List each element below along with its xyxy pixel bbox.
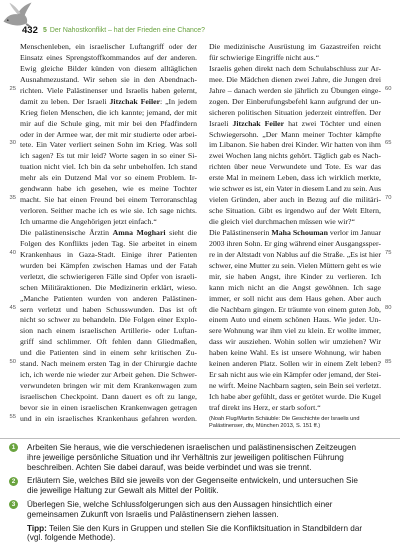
line-text: einem Auto und einem schönen Haus. Wie jeder. Un- (209, 315, 381, 325)
line-text: sche Situation. Gibt es irgendwo auf der Welt Eltern, (209, 206, 381, 216)
line-text: ne wirft. Meine Nachbarn sagten, sein Bein sei verletzt. (209, 381, 381, 391)
text-line (209, 304, 392, 316)
text-line (209, 403, 381, 414)
line-text: immer, er soll nicht aus dem Haus gehen. Aber auch (209, 293, 381, 303)
text-line (209, 85, 392, 97)
text-segment: verlor im Januar (327, 227, 381, 237)
line-number: 45 (9, 304, 16, 311)
line-text: zwei Wochen lang nichts gehört. Täglich gab es Nach- (209, 151, 381, 161)
line-text: schen Militäraktionen. Die Medizinerin erklärt, wieso. (20, 282, 197, 292)
line-text: Krankenhaus in Gaza-Stadt. Einige ihrer Patienten (20, 249, 197, 259)
line-number: 40 (9, 249, 16, 256)
text-line (209, 272, 381, 283)
line-text: verletzt, die schwierigeren Fälle sind Opfer von israeli- (20, 271, 197, 281)
tip (0, 524, 400, 544)
task-list (0, 438, 400, 547)
line-text: 2003 ihren Sohn. Er ging während einer Ausgangssper- (209, 238, 381, 248)
line-text: erste Mal in meinem Leben, dass ich wirklich merkte, (209, 173, 381, 183)
line-text: schwer, eine Mutter zu sein. Vielen Müttern geht es wie (209, 260, 381, 270)
line-text: im Libanon. Sie haben drei Kinder. Wir hatten von ihm (209, 140, 381, 150)
line-text: Ausnahmezustand. Wir sehen sie in den Abendnach- (20, 74, 197, 84)
text-line (20, 130, 197, 141)
source-text: (Noah Flug/Martin Schäuble: Die Geschichte der Israelis und (209, 415, 360, 422)
source-line (209, 423, 381, 430)
text-line (20, 283, 197, 294)
text-line (20, 315, 197, 326)
text-line (209, 370, 381, 381)
text-line (27, 463, 387, 473)
text-segment: : „In jedem (160, 96, 197, 106)
source-citation (209, 416, 381, 431)
text-line (209, 294, 381, 305)
text-segment: Teilen Sie den Kurs in Gruppen und stellen Sie die Konfliktsituation in Standbildern dar (46, 523, 363, 533)
line-text: keinen anderen Platz. Sollen wir in einem Zelt leben? (209, 359, 381, 369)
line-number: 70 (385, 195, 392, 202)
line-number: 85 (385, 359, 392, 366)
text-line (9, 413, 197, 425)
page-number: 432 (22, 25, 38, 36)
line-text: sere Wohnung war ihm viel zu klein. Er wollte immer, (209, 326, 381, 336)
text-line (9, 249, 197, 261)
line-text: „Manche Patienten wurden von anderen Palästinen- (20, 293, 197, 303)
text-line (20, 261, 197, 272)
text-line (209, 75, 381, 86)
text-line (20, 53, 197, 64)
line-text: macht. Sie hat einen Freund bei einem Terroranschlag (20, 195, 197, 205)
line-text: oder in der Armee war, der mit mir studierte oder arbei- (20, 129, 197, 139)
text-segment: sieht die (165, 227, 197, 237)
chapter-title-text: Der Nahostkonflikt – hat der Frieden eine Chance? (49, 27, 205, 34)
text-line (209, 228, 381, 239)
text-line (209, 173, 381, 184)
task-number-badge: 1 (9, 443, 18, 452)
text-line (20, 370, 197, 381)
line-text: für schwierige Eingriffe nicht aus.“ (209, 52, 320, 62)
text-line (20, 108, 197, 119)
text-line (209, 195, 392, 206)
line-text: ich sagen? Es tut mir leid? Worte sagen in so einer Si- (20, 151, 197, 161)
line-text: richten über neue Verwundete und Tote. Es war das (209, 162, 381, 172)
text-line (209, 162, 381, 173)
line-text: und die Patienten sind in einem sehr kritischen Zu- (20, 348, 197, 358)
bold-text: Jitzchak Feiler (109, 96, 161, 106)
text-line (20, 184, 197, 195)
line-text: wurden bei Kämpfen zwischen Hamas und der Fatah (20, 260, 197, 270)
text-line (9, 304, 197, 316)
line-text: mee. Die Mädchen dienen zwei Jahre, die Jungen drei (209, 74, 381, 84)
line-number: 55 (9, 413, 16, 420)
text-segment: Die palästinensische Ärztin (20, 227, 113, 237)
bold-text: Jitzchak Feiler (232, 118, 285, 128)
text-line (209, 337, 381, 348)
text-line (9, 85, 197, 97)
text-line (209, 151, 381, 162)
line-text: Überlegen Sie, welche Schlussfolgerungen sich aus den Aussagen hinsichtlich einer (27, 499, 333, 509)
source-line (209, 416, 381, 423)
text-segment: Die Palästinenserin (209, 227, 272, 237)
line-text: Die medizinische Ausrüstung im Gazastreifen reicht (209, 42, 381, 51)
line-text: Ich umarme die Angehörigen jetzt einfach.“ (20, 217, 157, 226)
text-line (20, 403, 197, 414)
line-text (209, 228, 381, 239)
line-text: wie schwer es ist, ein Vater in diesem Land zu sein. Aus (209, 184, 381, 194)
text-line (20, 348, 197, 359)
text-line (209, 108, 381, 119)
text-line (20, 294, 197, 305)
article-right-column (209, 42, 392, 431)
task-item (0, 500, 400, 520)
line-number: 75 (385, 249, 392, 256)
text-segment: damit zu leben. Der Israeli (20, 96, 110, 106)
line-text: zogen. Der Einberufungsbefehl kann aufgrund der un- (209, 96, 381, 106)
chapter-number: 5 (43, 27, 47, 34)
text-line (20, 151, 197, 162)
task-item (0, 476, 400, 496)
text-line (20, 119, 197, 130)
line-text: sern verletzt und haben Schusswunden. Das ist oft (20, 304, 197, 314)
article-left-column (9, 42, 197, 425)
bold-text: Amna Moghari (112, 227, 166, 237)
line-text: bevor sie in einen israelischen Krankenwagen getragen (20, 402, 197, 412)
text-line (209, 283, 381, 294)
line-text (20, 97, 197, 108)
line-text: Ewig gleiche Bilder künden von diesem alltäglichen (20, 63, 197, 73)
line-text: Folgen des Konflikts jeden Tag. Sie arbeitet in einem (20, 238, 197, 248)
text-line (209, 326, 381, 337)
text-line (209, 381, 381, 392)
chapter-title (43, 27, 205, 34)
text-line (9, 359, 197, 370)
text-line (20, 42, 197, 53)
line-number: 80 (385, 304, 392, 311)
line-text: die gleich viel durchmachen müssen wie wir?“ (209, 217, 355, 226)
page-header (0, 0, 400, 40)
text-line (209, 119, 381, 130)
text-line (209, 261, 381, 272)
line-text: ihre jeweilige persönliche Situation und ihr Verhältnis zur jeweiligen politischen Führung (27, 452, 344, 462)
article-right-lines (209, 42, 392, 414)
line-text: dass wir ausziehen. Wohin sollen wir umziehen? Wir (209, 337, 381, 347)
line-text: ich, ich werde nie wieder zur Arbeit gehen. Die Schwer- (20, 370, 197, 380)
line-text: Schwiegersohn. „Der Mann meiner Tochter kämpfte (209, 129, 381, 139)
text-line (209, 206, 381, 217)
text-line (20, 206, 197, 217)
line-text: Menschenleben, ein israelischer Luftangriff oder der (20, 42, 197, 51)
line-text: tuation nicht viel. Ich bin da sehr unbeholfen. Ich stand (20, 162, 197, 172)
line-number: 65 (385, 140, 392, 147)
line-number: 30 (9, 140, 16, 147)
text-line (209, 348, 381, 359)
line-text: die jeweilige Haltung zur Gewalt als Mittel der Politik. (27, 486, 219, 496)
text-line (20, 75, 197, 86)
text-line (209, 97, 381, 108)
line-text: beschreiben. Achten Sie dabei darauf, was beide verbindet und was sie trennt. (27, 462, 312, 472)
text-line (209, 249, 392, 261)
line-text: Erläutern Sie, welches Bild sie jeweils von der Gegenseite entwickeln, und untersuchen Sie (27, 476, 358, 486)
text-line (20, 337, 197, 348)
text-line (9, 140, 197, 151)
line-text: Israelis gehen direkt nach dem Schulabschluss zur Ar- (209, 63, 381, 73)
line-text: sicheren politischen Situation jederzeit eintreffen. Der (209, 107, 381, 117)
task-item (0, 443, 400, 472)
text-line (209, 140, 392, 151)
text-line (209, 239, 381, 250)
text-line (27, 443, 387, 453)
text-line (20, 381, 197, 392)
line-text: Jahre – danach werden sie jährlich zu Übungen einge- (209, 85, 381, 95)
line-text: traf direkt ins Herz, er starb sofort.“ (209, 402, 321, 412)
line-text: Arbeiten Sie heraus, wie die verschiedenen israelischen und palästinensischen Zeitzeugen (27, 443, 357, 452)
text-line (209, 184, 381, 195)
line-text: Ich habe aber gefühlt, dass er getötet wurde. Die Kugel (209, 392, 381, 401)
text-line (27, 476, 387, 486)
text-line (209, 359, 392, 370)
line-text: Krieg fielen Menschen, die ich kannte; jemand, der mit (20, 107, 197, 117)
line-text: mir auf die Schule ging, mit mir bei den Pfadfindern (20, 118, 197, 128)
text-line (209, 315, 381, 326)
task-number-badge: 2 (9, 477, 18, 486)
line-text: griff sind schlimmer. Oft fehlen dann Gliedmaßen, (20, 337, 197, 347)
line-text: israelischen Checkpoint. Dann dauert es oft zu lange, (20, 392, 197, 401)
text-line (27, 533, 387, 543)
line-text: sion nach einem israelischen Artillerie- oder Luftan- (20, 326, 197, 336)
bold-text: Tipp: (27, 523, 47, 533)
line-text: verwundeten bringen wir mit dem Krankenwagen zum (20, 381, 197, 391)
line-text: haben keine Wahl. Es ist unsere Wohnung, wir haben (209, 348, 381, 358)
line-text: und in ein israelisches Krankenhaus gefahren werden. (20, 413, 197, 423)
text-line (9, 195, 197, 206)
bold-text: Maha Schouman (271, 227, 328, 237)
line-text: mehr als ein Dutzend Mal vor so einem Problem. Ir- (20, 173, 197, 183)
text-line (20, 228, 197, 239)
line-text: tete. Ein Vater verliert seinen Sohn im Krieg. Was soll (20, 140, 197, 150)
text-line (20, 326, 197, 337)
task-number-badge: 3 (9, 500, 18, 509)
line-text: die Nachbarn gingen. Er träumte von einem guten Job, (209, 304, 381, 314)
text-line (209, 217, 381, 228)
text-line (209, 53, 381, 64)
line-text (209, 119, 381, 130)
line-text: gendwann habe ich gesehen, wie es meine Tochter (20, 184, 197, 194)
line-text: Er sah nicht aus wie ein Kämpfer oder jemand, der Stei- (209, 370, 381, 380)
line-text (20, 228, 197, 239)
line-text: re in der Altstadt von Nablus auf die Straße. „Es ist hier (209, 249, 381, 259)
text-line (27, 524, 387, 534)
text-line (20, 239, 197, 250)
text-line (20, 173, 197, 184)
line-number: 35 (9, 195, 16, 202)
text-line (27, 453, 387, 463)
text-line (209, 130, 381, 141)
text-segment: hat zwei Töchter und einen (284, 118, 381, 128)
text-segment: Israeli (209, 118, 233, 128)
text-line (20, 217, 197, 228)
line-text: vielen Gründen, aber auch in Bezug auf die militäri- (209, 195, 381, 205)
line-number: 60 (385, 85, 392, 92)
line-text: stand. Nach meinem ersten Tag in der Chirurgie dachte (20, 359, 197, 369)
text-line (27, 500, 387, 510)
text-line (209, 392, 381, 403)
line-text: richten. Viele Palästinenser und Israelis haben gelernt, (20, 85, 197, 95)
text-line (20, 64, 197, 75)
line-text (27, 524, 362, 534)
text-line (27, 486, 387, 496)
line-text: mir, sie haben Angst, ihre Kinder zu verlieren. Ich (209, 271, 381, 281)
text-line (209, 42, 381, 53)
line-text: nicht so schwer zu behandeln. Die Folgen einer Explo- (20, 315, 197, 325)
text-line (20, 392, 197, 403)
text-line (20, 97, 197, 108)
line-text: Einsatz eines Sprengstoffkommandos auf der anderen. (20, 52, 197, 62)
line-number: 50 (9, 359, 16, 366)
line-number: 25 (9, 85, 16, 92)
line-text: verloren. Seither mache ich es wie sie. Ich sage nichts. (20, 206, 197, 216)
text-line (20, 162, 197, 173)
line-text: (vgl. folgende Methode). (27, 533, 116, 543)
text-line (20, 272, 197, 283)
text-line (27, 510, 387, 520)
line-text: gemeinsamen Zukunft von Israelis und Palästinensern ziehen lassen. (27, 509, 279, 519)
text-line (209, 64, 381, 75)
source-text: Palästinenser, dtv, München 2013, S. 151 ff.) (209, 423, 321, 430)
line-text: kann mich nicht an die Angst gewöhnen. Ich sage (209, 282, 381, 292)
